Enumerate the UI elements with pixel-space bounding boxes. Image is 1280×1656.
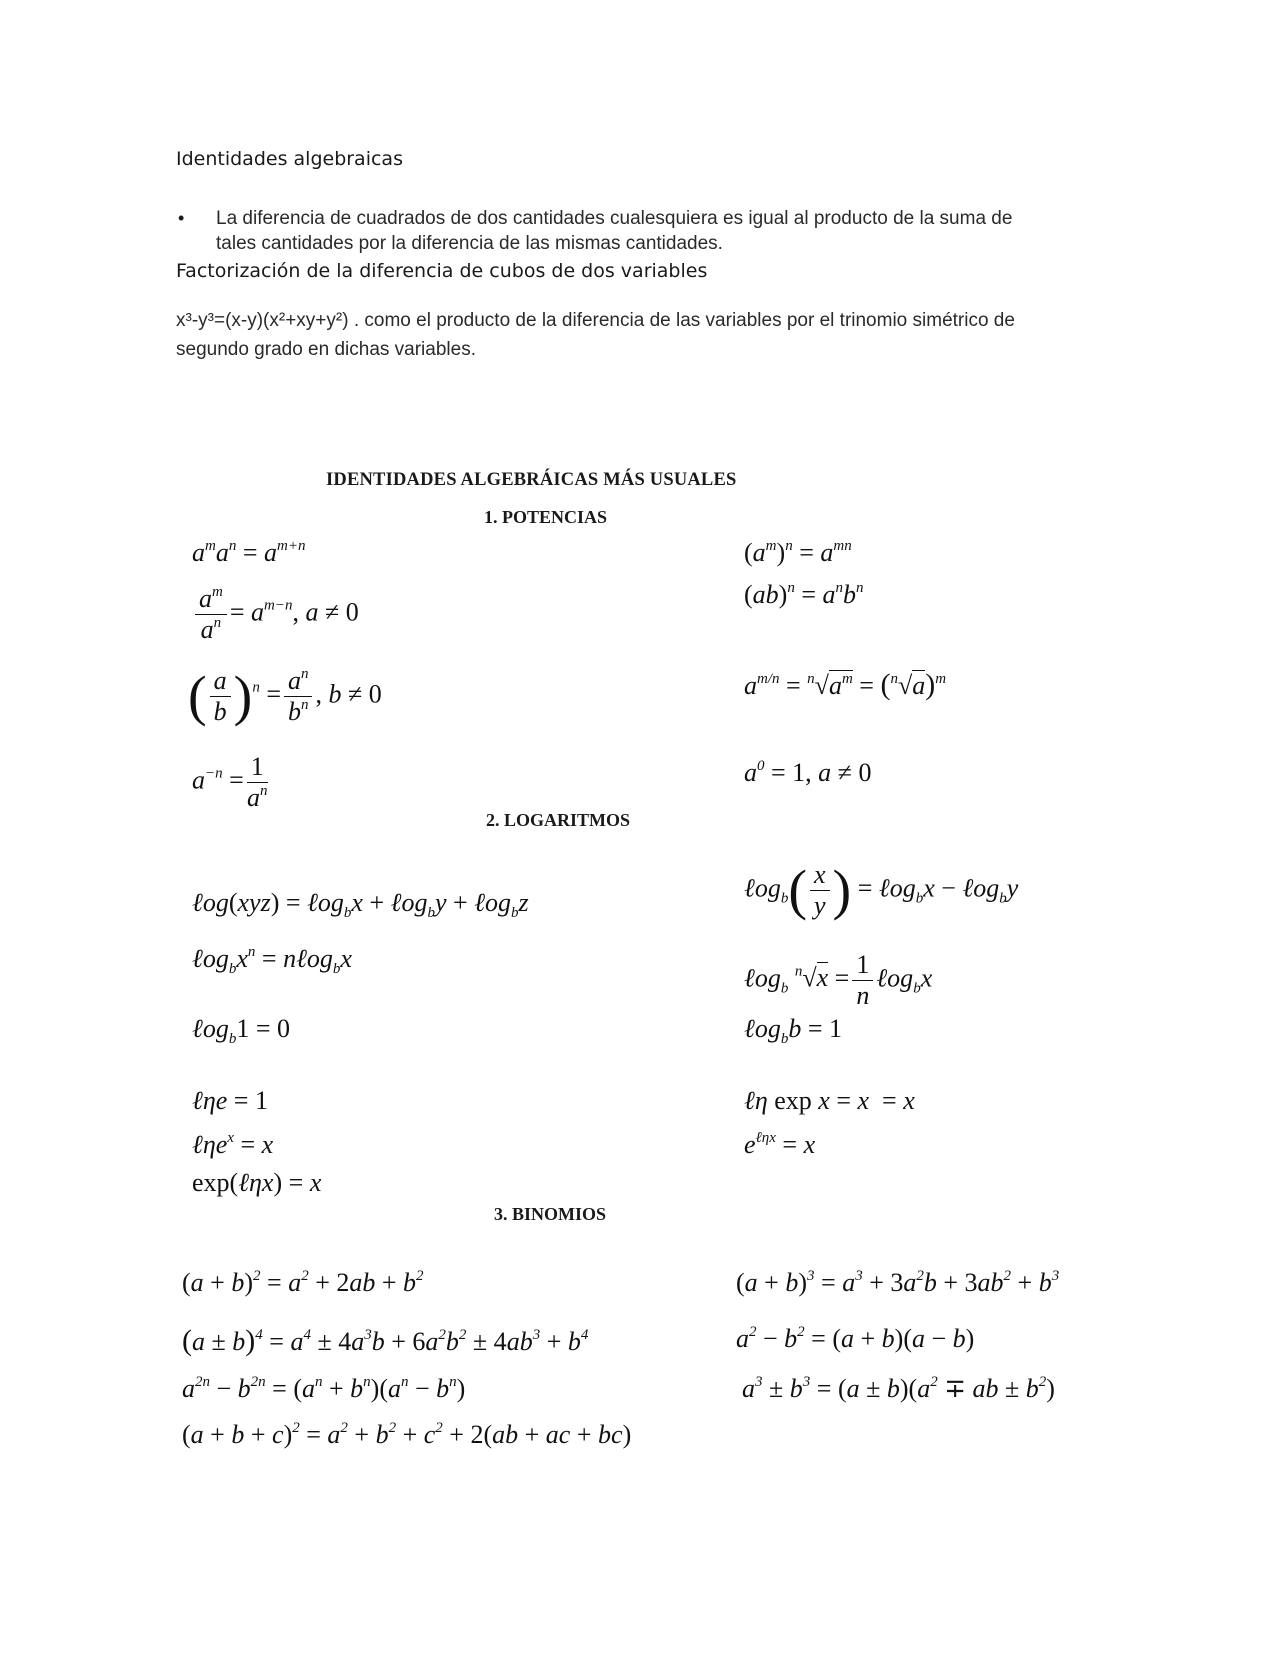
subheading: Factorización de la diferencia de cubos de dos variables [176, 260, 708, 282]
formula-l11: exp(ℓηx) = x [192, 1168, 322, 1197]
page-heading: Identidades algebraicas [176, 148, 403, 170]
formula-b6: $a^3 \pm b^3 = (a \pm b)(a^2$ ∓ ab ± $b^2$) [742, 1374, 1055, 1403]
formula-l2: ℓog$_b$( $\frac{x}{y}$ ) = ℓog$_b$x − ℓog$_b$y [744, 859, 1019, 922]
section-potencias: 1. POTENCIAS [484, 507, 608, 527]
formula-p3: $\frac{a^m}{a^n}$ = $a^{m-n}$, a ≠ 0 [192, 584, 359, 645]
formula-p7: $a^{-n}$ = $\frac{1}{a^n}$ [192, 752, 268, 812]
formula-l3: $\ell og_bx^n$ = nℓog$_b$x [192, 944, 352, 977]
formula-p8: $a^0 = 1$, a ≠ 0 [744, 758, 872, 787]
formula-b7: $(a + b + c)^2 = a^2 + b^2 + c^2 + 2(ab$ + ac + bc) [182, 1420, 632, 1449]
bullet-marker: • [178, 208, 185, 228]
formula-l9: ℓηe$^x$ = x [192, 1130, 274, 1159]
formula-l8: ℓη exp x = x = x [744, 1086, 915, 1115]
bullet-text: La diferencia de cuadrados de dos cantidades cualesquiera es igual al producto de la suma de tales cantidades por la diferencia de las mismas cantidades. [216, 208, 1013, 254]
formula-l4: ℓog$_b$ $^n$√x = $\frac{1}{n}$ ℓog$_b$x [744, 950, 933, 1010]
formula-p6: $a^{m/n} = ^n√a^m = (^n√a)^m$ [744, 668, 947, 701]
section-binomios: 3. BINOMIOS [494, 1204, 607, 1224]
formula-p1: $a^ma^n = a^{m+n}$ [192, 538, 306, 567]
paragraph [176, 306, 1056, 364]
paragraph-text: . como el producto de la diferencia de las variables por el trinomio simétrico de segundo grado en dichas variables. [176, 310, 1015, 360]
formula-b1: $(a + b)^2 = a^2 + 2ab + b^2$ [182, 1268, 424, 1297]
formula-p4: $(ab)^n = a^nb^n$ [744, 580, 864, 609]
cube-difference-formula: x³-y³=(x-y)(x²+xy+y²) [176, 310, 349, 331]
formula-b2: $(a + b)^3 = a^3 + 3a^2b + 3ab^2 + b^3$ [736, 1268, 1060, 1297]
formula-l1: ℓog(xyz) = ℓog$_b$x + ℓog$_b$y + ℓog$_b$z [192, 888, 529, 921]
section-logaritmos: 2. LOGARITMOS [486, 810, 631, 830]
identities-title: IDENTIDADES ALGEBRÁICAS MÁS USUALES [326, 470, 737, 490]
formula-l6: ℓog$_b$b = 1 [744, 1014, 843, 1047]
formula-p2: $(a^m)^n = a^{mn}$ [744, 538, 852, 567]
formula-l5: ℓog$_b$1 = 0 [192, 1014, 291, 1047]
formula-b5: $a^{2n} - b^{2n} = (a^n + b^n)(a^n - b^n)$ [182, 1374, 466, 1403]
formula-l10: $e^{\ell\eta x} = x$ [744, 1130, 816, 1159]
formula-l7: ℓηe = 1 [192, 1086, 268, 1115]
formula-p5: ( $\frac{a}{b}$ )$^n$ = $\frac{a^n}{b^n}$ , b ≠ 0 [188, 665, 382, 728]
formula-b4: $a^2 - b^2 = (a + b)(a - b)$ [736, 1324, 975, 1353]
formula-b3: $(a \pm b)^4 = a^4 \pm 4a^3b + 6a^2b^2 \pm 4ab^3 + b^4$ [182, 1324, 589, 1357]
